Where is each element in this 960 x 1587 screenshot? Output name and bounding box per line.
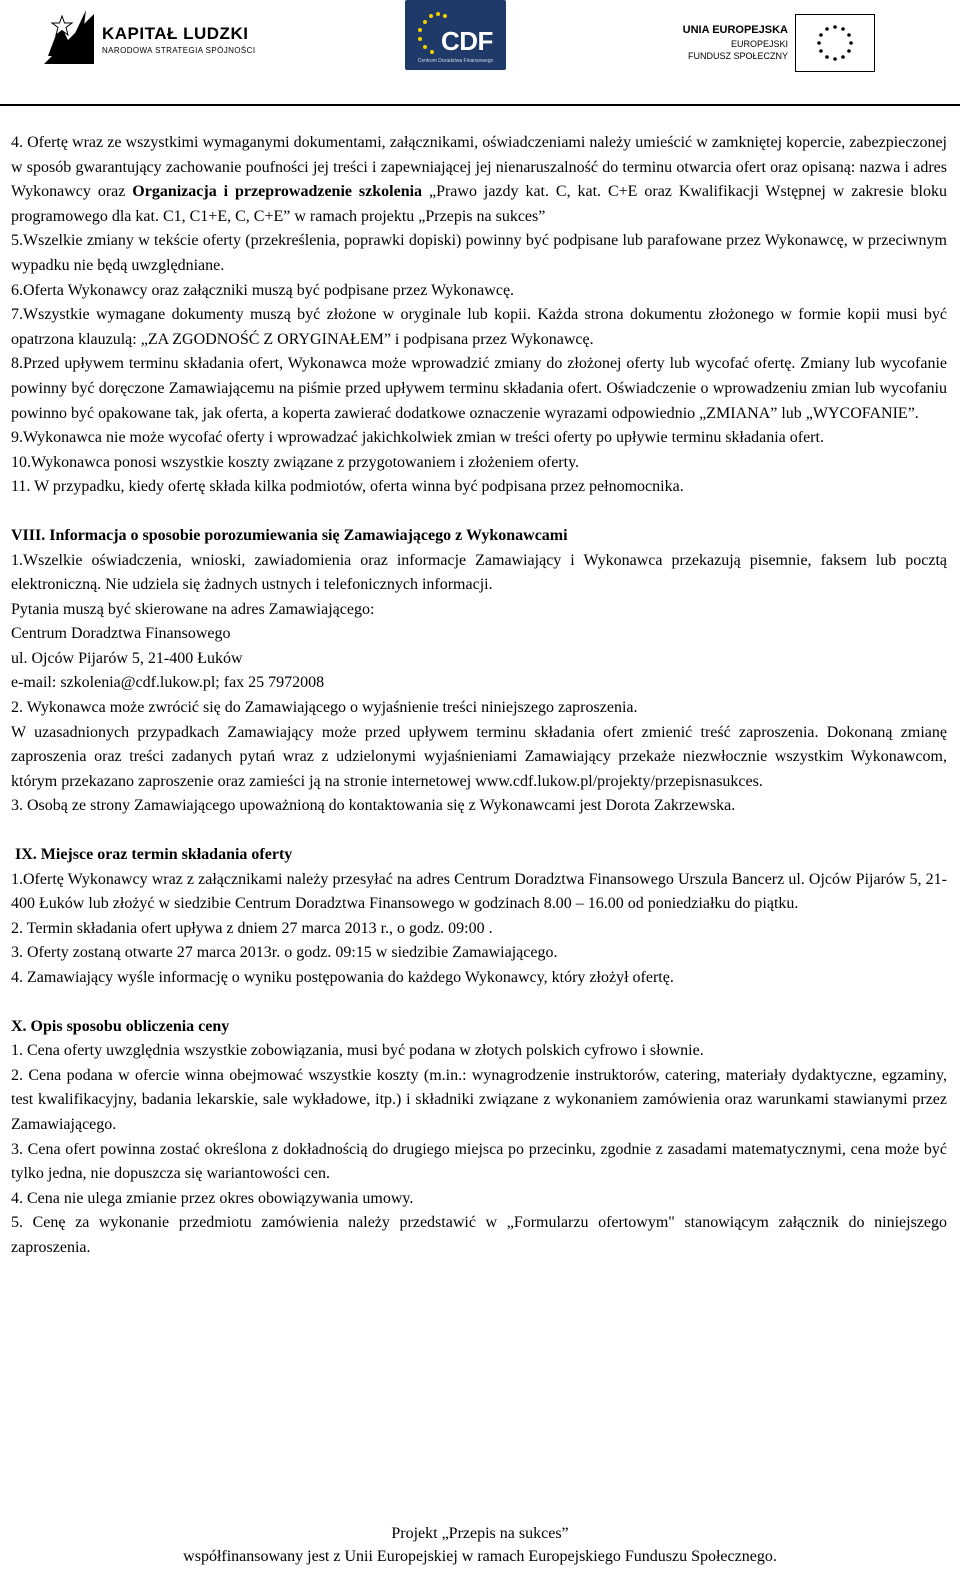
section-viii-paragraph-2: 2. Wykonawca może zwrócić się do Zamawiającego o wyjaśnienie treści niniejszego zaproszenia. (11, 699, 638, 717)
section-ix-paragraph-4: 4. Zamawiający wyśle informację o wyniku postępowania do każdego Wykonawcy, który złożył ofertę. (11, 969, 674, 986)
section-viii-address-contact: e-mail: szkolenia@cdf.lukow.pl; fax 25 7972008 (11, 674, 325, 692)
paragraph-11: 11. W przypadku, kiedy ofertę składa kilka podmiotów, oferta winna być podpisana przez pełnomocnika. (11, 478, 684, 496)
paragraph-8: 8.Przed upływem terminu składania ofert, Wykonawca może wprowadzić zmiany do złożonej oferty lub wycofać ofertę. Zmiany lub wycofanie powinny być doręczone Zamawiającemu na piśmie przed upływem terminu składania ofert. Oświadczenie o wprowadzeniu zmian lub wycofaniu powinno być opakowane tak, jak oferta, a koperta zawierać dodatkowe oznaczenie wyrazami odpowiednio „ZMIANA” lub „WYCOFANIE”. (11, 355, 947, 422)
paragraph-7: 7.Wszystkie wymagane dokumenty muszą być złożone w oryginale lub kopii. Każda strona dokumentu złożonego w formie kopii musi być opatrzona klauzulą: „ZA ZGODNOŚĆ Z ORYGINAŁEM” i podpisana przez Wykonawcę. (11, 306, 947, 348)
section-viii-paragraph-3: 3. Osobą ze strony Zamawiającego upoważnioną do kontaktowania się z Wykonawcami jest Dorota Zakrzewska. (11, 797, 736, 815)
eu-logo-line3: FUNDUSZ SPOŁECZNY (687, 51, 788, 61)
section-viii-paragraph-2b: W uzasadnionych przypadkach Zamawiający może przed upływem terminu składania ofert zmienić treść zaproszenia. Dokonaną zmianę zaproszenia oraz treści zadanych pytań wraz z udzielonymi wyjaśnieniami Zamawiający przekaże niezwłocznie wszystkim Wykonawcom, którym przekazano zaproszenie oraz zamieści ją na stronie internetowej www.cdf.lukow.pl/projekty/przepisnasukces. (11, 723, 947, 790)
kapital-ludzki-emblem-icon (40, 4, 98, 68)
paragraph-5: 5.Wszelkie zmiany w tekście oferty (przekreślenia, poprawki dopiski) powinny być podpisane lub parafowane przez Wykonawcę, w przeciwnym wypadku nie będą uwzględniane. (11, 232, 947, 274)
header-divider (0, 104, 960, 106)
paragraph-9: 9.Wykonawca nie może wycofać oferty i wprowadzać jakichkolwiek zmian w treści oferty po upływie terminu składania ofert. (11, 429, 824, 447)
p4-bold-title: Organizacja i przeprowadzenie szkolenia (132, 183, 423, 201)
section-ix-paragraph-3: 3. Oferty zostaną otwarte 27 marca 2013r. o godz. 09:15 w siedzibie Zamawiającego. (11, 944, 558, 962)
cdf-logo-text: CDF (441, 26, 493, 56)
section-x-paragraph-4: 4. Cena nie ulega zmianie przez okres obowiązywania umowy. (11, 1189, 414, 1207)
section-ix-title: IX. Miejsce oraz termin składania oferty (11, 846, 293, 864)
section-x-paragraph-2: 2. Cena podana w ofercie winna obejmować wszystkie koszty (m.in.: wynagrodzenie instruktorów, catering, materiały dydaktyczne, egzaminy, test kwalifikacyjny, badania lekarskie, sale wykładowe, itp.) i składniki związane z wykonaniem zamówienia oraz warunkami stawianymi przez Zamawiającego. (11, 1066, 947, 1133)
section-viii-address-street: ul. Ojców Pijarów 5, 21-400 Łuków (11, 649, 243, 667)
eu-flag-icon (795, 14, 875, 72)
eu-logo-line1: UNIA EUROPEJSKA (682, 24, 788, 36)
cdf-logo (405, 0, 506, 70)
section-ix-paragraph-1: 1.Ofertę Wykonawcy wraz z załącznikami należy przesyłać na adres Centrum Doradztwa Finansowego Urszula Bancerz ul. Ojców Pijarów 5, 21-400 Łuków lub złożyć w siedzibie Centrum Doradztwa Finansowego w godzinach 8.00 – 16.00 od poniedziałku do piątku. (11, 870, 947, 913)
cdf-logo-subtitle: Centrum Doradztwa Finansowego (417, 58, 494, 64)
section-x-paragraph-5: 5. Cenę za wykonanie przedmiotu zamówienia należy przedstawić w „Formularzu ofertowym" stanowiącym załącznik do niniejszego zaproszenia. (11, 1214, 947, 1256)
section-viii-address-name: Centrum Doradztwa Finansowego (11, 625, 231, 643)
section-x-paragraph-1: 1. Cena oferty uwzględnia wszystkie zobowiązania, musi być podana w złotych polskich cyfrowo i słownie. (11, 1042, 704, 1060)
section-x-title: X. Opis sposobu obliczenia ceny (11, 1017, 230, 1035)
kapital-ludzki-title: KAPITAŁ LUDZKI (102, 24, 249, 43)
spacer (11, 500, 947, 524)
section-ix-paragraph-2: 2. Termin składania ofert upływa z dniem 27 marca 2013 r., o godz. 09:00 . (11, 919, 493, 937)
eu-logo-line2: EUROPEJSKI (730, 39, 788, 49)
p4-text: 4. Ofertę wraz ze wszystkimi wymaganymi dokumentami, załącznikami, oświadczeniami należy umieścić w zamkniętej kopercie, zabezpieczonej w sposób gwarantujący zachowanie poufności jej treści i zapewniającej jej nienaruszalność do terminu otwarcia ofert oraz opisaną: nazwa i adres Wykonawcy oraz (11, 134, 947, 201)
paragraph-10: 10.Wykonawca ponosi wszystkie koszty związane z przygotowaniem i złożeniem oferty. (11, 453, 580, 471)
document-body (11, 131, 947, 1261)
page-footer (0, 1522, 960, 1568)
section-viii-paragraph-1: 1.Wszelkie oświadczenia, wnioski, zawiadomienia oraz informacje Zamawiający i Wykonawca przekazują pisemnie, faksem lub pocztą elektroniczną. Nie udziela się żadnych ustnych i telefonicznych informacji. (11, 551, 947, 594)
paragraph-4 (11, 131, 947, 229)
page-header (0, 0, 960, 104)
kapital-ludzki-subtitle: NARODOWA STRATEGIA SPÓJNOŚCI (102, 46, 256, 55)
spacer (11, 991, 947, 1015)
section-viii-address-intro: Pytania muszą być skierowane na adres Zamawiającego: (11, 600, 375, 618)
footer-funding-line: współfinansowany jest z Unii Europejskiej w ramach Europejskiego Funduszu Społecznego. (183, 1548, 777, 1565)
p4-text-rest: „Prawo jazdy kat. C, kat. C+E oraz Kwalifikacji Wstępnej w zakresie bloku programowego dla kat. C1, C1+E, C, C+E” w ramach projektu „Przepis na sukces” (11, 183, 948, 225)
kapital-ludzki-logo (40, 4, 260, 68)
eu-logo (680, 14, 880, 74)
section-x-paragraph-3: 3. Cena ofert powinna zostać określona z dokładnością do drugiego miejsca po przecinku, zgodnie z zasadami matematycznymi, cena może być tylko jedna, nie dopuszcza się wariantowości cen. (11, 1140, 947, 1183)
paragraph-6: 6.Oferta Wykonawcy oraz załączniki muszą być podpisane przez Wykonawcę. (11, 281, 515, 299)
footer-project-line: Projekt „Przepis na sukces” (391, 1525, 569, 1542)
section-viii-title: VIII. Informacja o sposobie porozumiewania się Zamawiającego z Wykonawcami (11, 526, 568, 544)
spacer (11, 819, 947, 843)
